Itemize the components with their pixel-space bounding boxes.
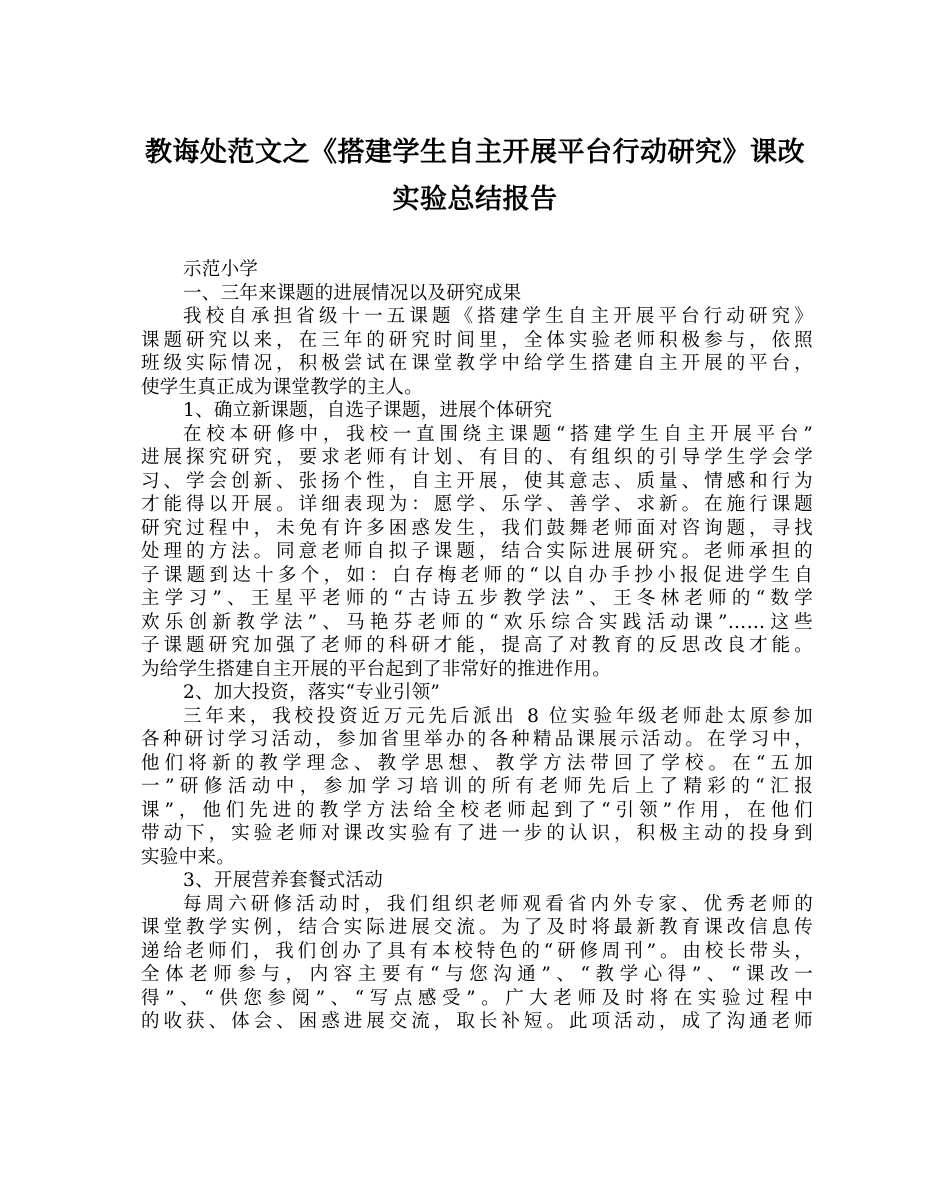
body-text-line: 我校自承担省级十一五课题《搭建学生自主开展平台行动研究》	[183, 306, 813, 327]
body-text-line: 课”，他们先进的教学方法给全校老师起到了“引领”作用，在他们	[141, 799, 813, 821]
body-text-line: 三年来，我校投资近万元先后派出 8 位实验年级老师赴太原参加	[183, 705, 813, 727]
document-body	[141, 258, 813, 1034]
body-text-line: 欢乐创新教学法”、马艳芬老师的“欢乐综合实践活动课”……这些	[141, 611, 813, 633]
body-text-line: 才能得以开展。详细表现为：愿学、乐学、善学、求新。在施行课题	[141, 494, 813, 515]
body-text-line: 的收获、体会、困惑进展交流，取长补短。此项活动，成了沟通老师	[141, 1011, 813, 1032]
body-text-line: 研究过程中，未免有许多困惑发生，我们鼓舞老师面对咨询题，寻找	[141, 517, 813, 539]
body-text-line: 全体老师参与，内容主要有“与您沟通”、“教学心得”、“课改一	[141, 964, 813, 985]
body-text-line: 主学习”、王星平老师的“古诗五步教学法”、王冬林老师的“数学	[141, 588, 813, 609]
body-text-line: 1、确立新课题，自选子课题，进展个体研究	[183, 400, 553, 421]
body-text-line: 课题研究以来，在三年的研究时间里，全体实验老师积极参与，依照	[141, 329, 813, 351]
body-text-line: 班级实际情况，积极尝试在课堂教学中给学生搭建自主开展的平台，	[141, 353, 813, 374]
body-text-line: 习、学会创新、张扬个性，自主开展，使其意志、质量、情感和行为	[141, 470, 813, 492]
body-text-line: 每周六研修活动时，我们组织老师观看省内外专家、优秀老师的	[183, 893, 813, 915]
body-text-line: 实验中来。	[141, 846, 236, 868]
body-text-line: 得”、“供您参阅”、“写点感受”。广大老师及时将在实验过程中	[141, 987, 813, 1009]
document-title-line-1: 教诲处范文之《搭建学生自主开展平台行动研究》课改	[145, 137, 805, 168]
body-text-line: 为给学生搭建自主开展的平台起到了非常好的推进作用。	[141, 658, 612, 680]
body-text-line: 示范小学	[183, 259, 259, 280]
body-text-line: 他们将新的教学理念、教学思想、教学方法带回了学校。在“五加	[141, 752, 813, 774]
body-text-line: 一”研修活动中，参加学习培训的所有老师先后上了精彩的“汇报	[141, 776, 813, 797]
body-text-line: 3、开展营养套餐式活动	[183, 870, 384, 891]
body-text-line: 递给老师们，我们创办了具有本校特色的“研修周刊”。由校长带头，	[141, 940, 813, 962]
body-text-line: 子课题到达十多个，如：白存梅老师的“以自办手抄小报促进学生自	[141, 564, 813, 586]
body-text-line: 一、三年来课题的进展情况以及研究成果	[183, 282, 522, 304]
body-text-line: 2、加大投资，落实“专业引领”	[183, 682, 441, 703]
body-text-line: 带动下，实验老师对课改实验有了进一步的认识，积极主动的投身到	[141, 823, 813, 844]
body-text-line: 各种研讨学习活动，参加省里举办的各种精品课展示活动。在学习中，	[141, 729, 813, 750]
body-text-line: 课堂教学实例，结合实际进展交流。为了及时将最新教育课改信息传	[141, 917, 813, 938]
document-title-line-2: 实验总结报告	[392, 184, 558, 215]
body-text-line: 进展探究研究，要求老师有计划、有目的、有组织的引导学生学会学	[141, 447, 813, 468]
body-text-line: 处理的方法。同意老师自拟子课题，结合实际进展研究。老师承担的	[141, 541, 813, 562]
body-text-line: 使学生真正成为课堂教学的主人。	[141, 376, 424, 398]
body-text-line: 子课题研究加强了老师的科研才能，提高了对教育的反思改良才能。	[141, 635, 813, 656]
body-text-line: 在校本研修中，我校一直围绕主课题“搭建学生自主开展平台”	[183, 423, 813, 445]
